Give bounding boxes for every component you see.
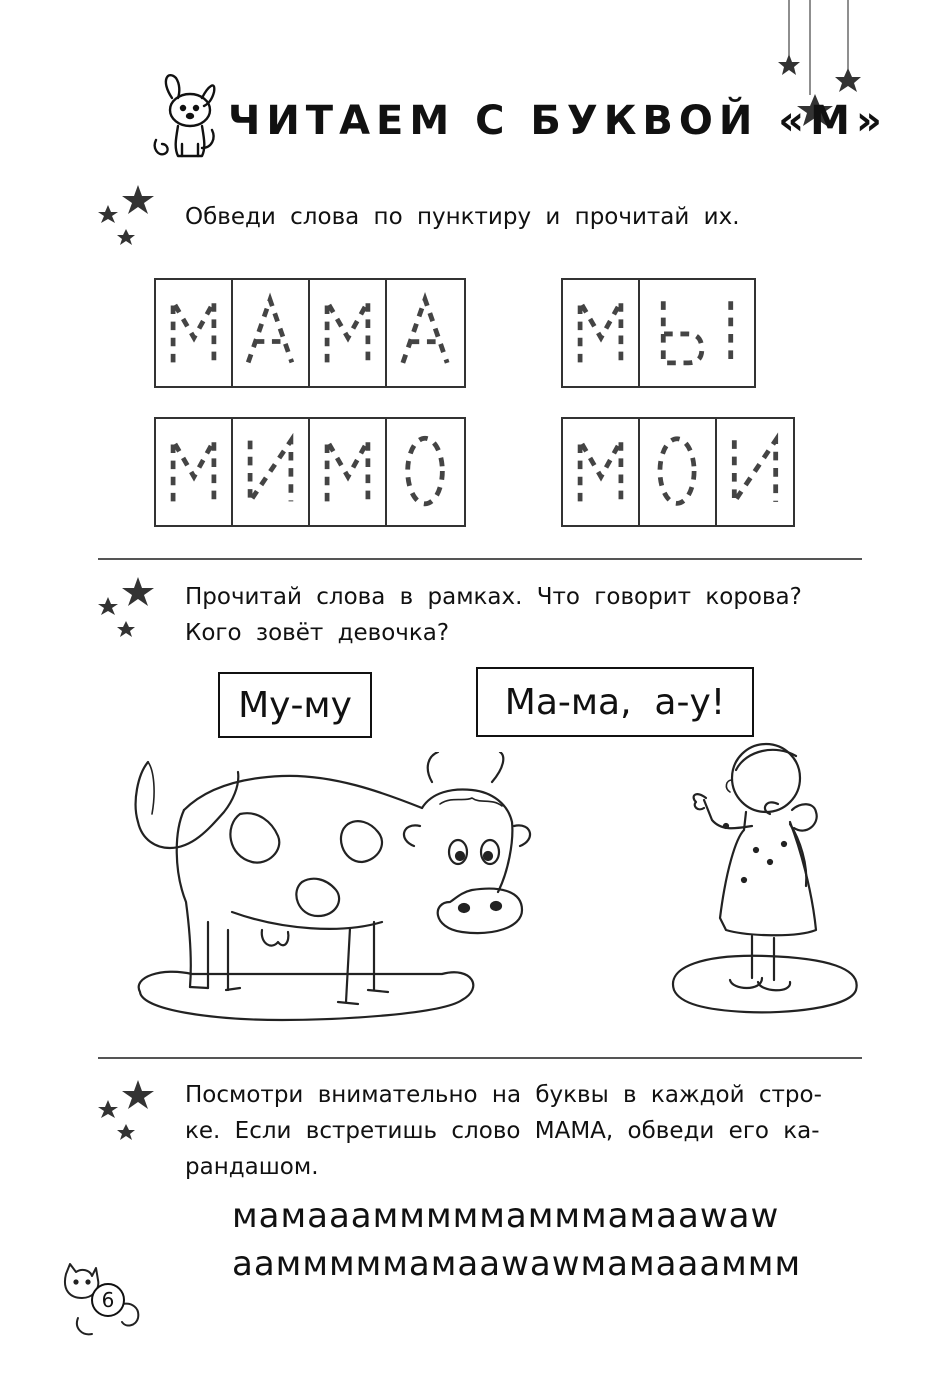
letter-tile[interactable]	[308, 278, 387, 388]
cow-illustration	[112, 752, 552, 1042]
task1-instruction: Обведи слова по пунктиру и прочитай их.	[185, 204, 740, 230]
letter-tile[interactable]	[715, 417, 795, 527]
letter-m	[156, 419, 231, 525]
page-number-text: 6	[101, 1288, 115, 1312]
task3-instruction-line2: ке. Если встретишь слово МАМА, обведи его ка-	[185, 1118, 820, 1144]
cow-speech-frame	[218, 672, 372, 738]
girl-speech-frame	[476, 667, 754, 737]
letter-tile[interactable]	[231, 278, 310, 388]
cow-speech-text: Му-му	[238, 684, 352, 726]
letter-tile[interactable]	[638, 278, 756, 388]
letter-i	[233, 419, 308, 525]
task3-instruction-line3: рандашом.	[185, 1154, 319, 1180]
letter-y	[640, 280, 754, 386]
stars-icon	[94, 1078, 160, 1148]
letter-tile[interactable]	[385, 417, 466, 527]
letter-tile[interactable]	[154, 278, 233, 388]
letter-m	[310, 280, 385, 386]
task2-instruction-line1: Прочитай слова в рамках. Что говорит корова?	[185, 584, 802, 610]
stars-icon	[94, 575, 160, 645]
letter-tile[interactable]	[561, 417, 640, 527]
section-divider	[98, 558, 862, 560]
letter-m	[310, 419, 385, 525]
letter-m	[563, 280, 638, 386]
letter-m	[563, 419, 638, 525]
girl-illustration	[666, 740, 866, 1020]
letter-tile[interactable]	[308, 417, 387, 527]
letter-o	[387, 419, 464, 525]
letters-row-2[interactable]: аамммммамааwawмамаааммм	[232, 1244, 802, 1284]
page-number	[91, 1283, 125, 1317]
task3-instruction-line1: Посмотри внимательно на буквы в каждой стро-	[185, 1082, 822, 1108]
letter-i	[717, 419, 793, 525]
girl-speech-text: Ма-ма, а-у!	[504, 681, 726, 723]
letter-tile[interactable]	[638, 417, 717, 527]
section-divider	[98, 1057, 862, 1059]
letter-a	[387, 280, 464, 386]
stars-icon	[94, 183, 160, 253]
letters-row-1[interactable]: мамааамммммамммамаawaw	[232, 1196, 780, 1236]
letter-tile[interactable]	[231, 417, 310, 527]
letter-m	[156, 280, 231, 386]
letter-a	[233, 280, 308, 386]
puppy-icon	[150, 68, 230, 163]
letter-o	[640, 419, 715, 525]
letter-tile[interactable]	[561, 278, 640, 388]
page-title: ЧИТАЕМ С БУКВОЙ «М»	[228, 98, 888, 144]
letter-tile[interactable]	[154, 417, 233, 527]
letter-tile[interactable]	[385, 278, 466, 388]
task2-instruction-line2: Кого зовёт девочка?	[185, 620, 450, 646]
